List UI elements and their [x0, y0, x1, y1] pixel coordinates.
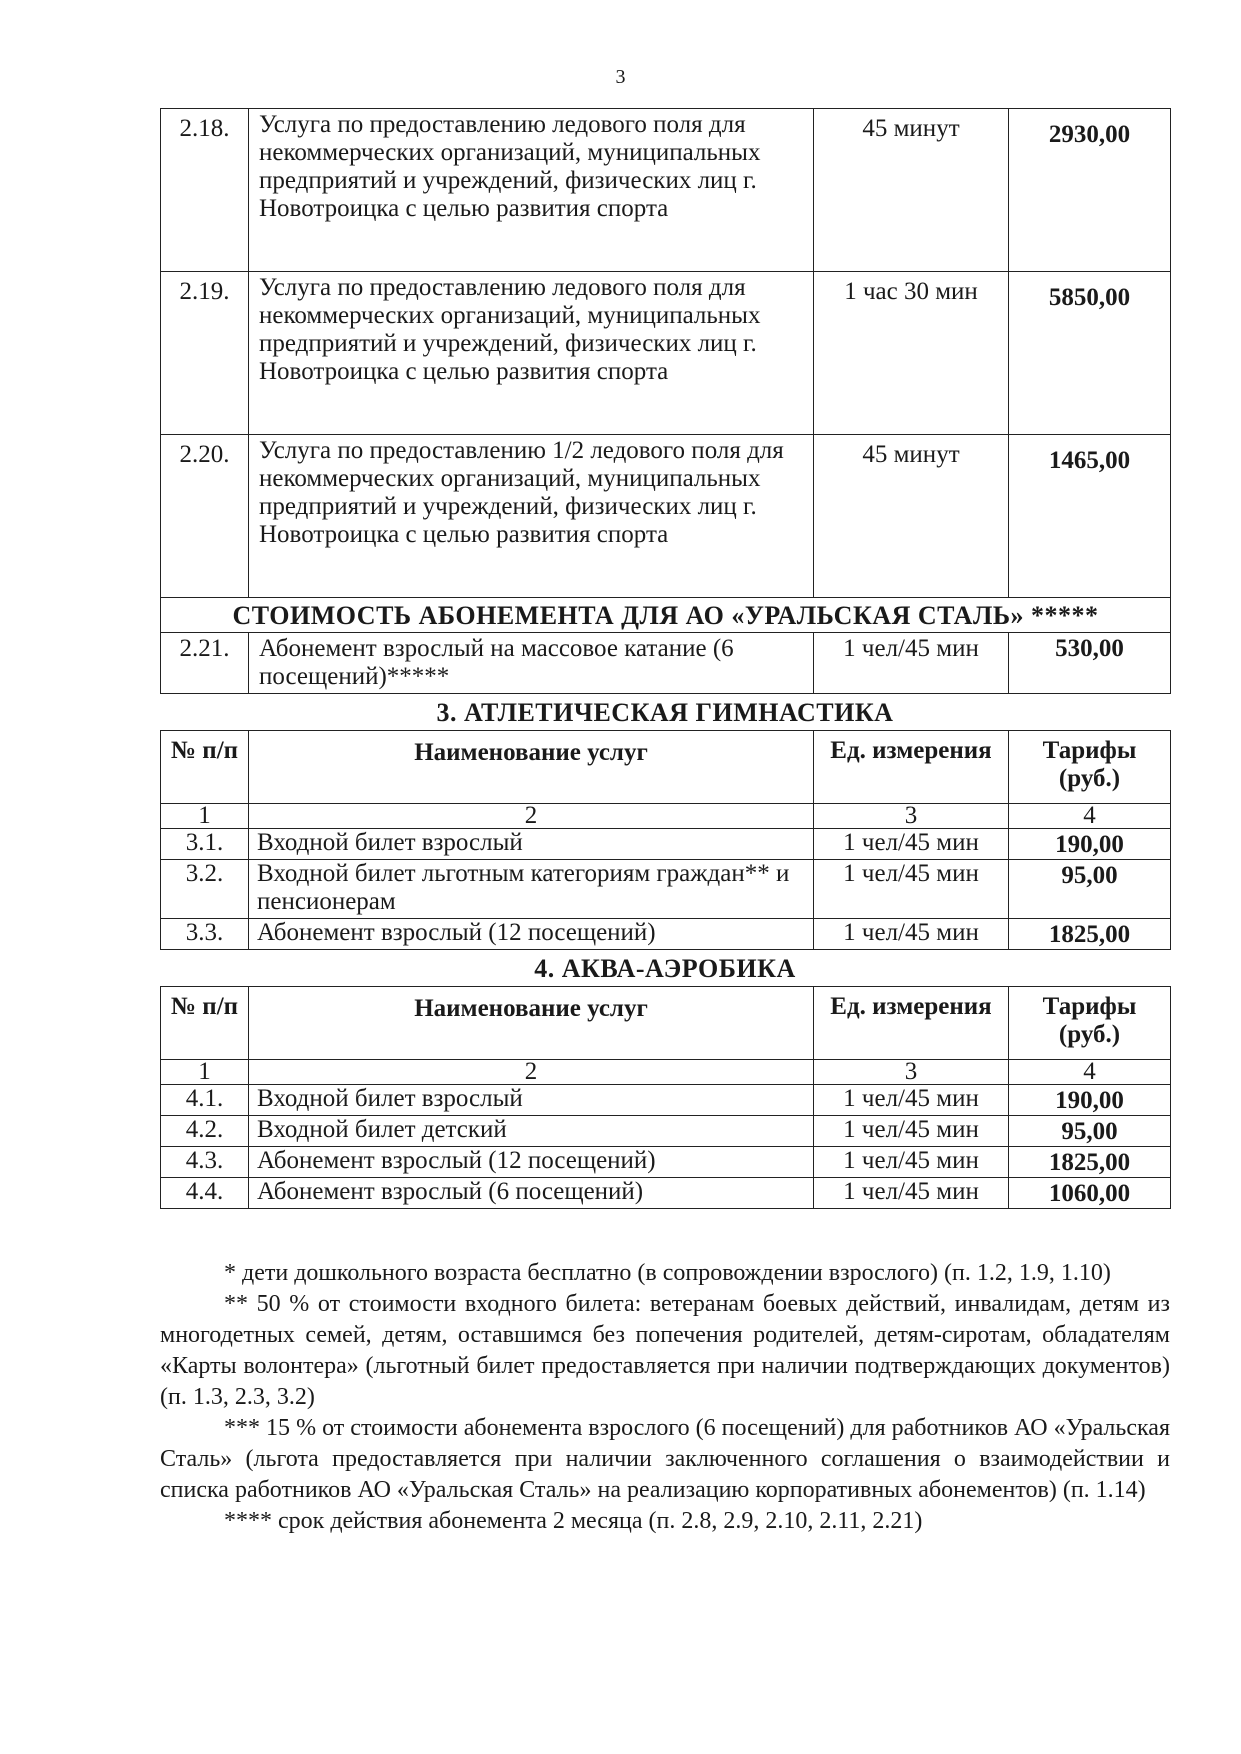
- column-index-row: [161, 1060, 1171, 1085]
- row-number: 4.2.: [161, 1116, 249, 1147]
- table-row: [161, 109, 1171, 272]
- service-name: Услуга по предоставлению ледового поля для некоммерческих организаций, муниципальных предприятий и учреждений, физических лиц г. Новотроицка с целью развития спорта: [249, 109, 814, 272]
- column-index: 3: [814, 1060, 1009, 1085]
- column-index-row: [161, 804, 1171, 829]
- table-header-row: [161, 731, 1171, 804]
- column-index: 2: [249, 804, 814, 829]
- table-row: [161, 435, 1171, 598]
- header-price: Тарифы (руб.): [1009, 987, 1171, 1060]
- footnote: * дети дошкольного возраста бесплатно (в сопровождении взрослого) (п. 1.2, 1.9, 1.10): [224, 1260, 1111, 1286]
- table-row: [161, 272, 1171, 435]
- service-name: Входной билет взрослый: [249, 1085, 814, 1116]
- service-price: 5850,00: [1009, 272, 1171, 435]
- row-number: 2.21.: [161, 633, 249, 694]
- header-num: № п/п: [161, 731, 249, 804]
- footnote: ** 50 % от стоимости входного билета: ветеранам боевых действий, инвалидам, детям из многодетных семей, детям, оставшимся без попечения родителей, детям-сиротам, обладателям «Карты волонтера» (льготный билет предоставляется при наличии подтверждающих документов) (п. 1.3, 2.3, 3.2): [160, 1291, 1170, 1410]
- row-number: 4.1.: [161, 1085, 249, 1116]
- table-row: [161, 919, 1171, 950]
- service-price: 95,00: [1009, 1116, 1171, 1147]
- header-price: Тарифы (руб.): [1009, 731, 1171, 804]
- service-name: Услуга по предоставлению ледового поля для некоммерческих организаций, муниципальных предприятий и учреждений, физических лиц г. Новотроицка с целью развития спорта: [249, 272, 814, 435]
- service-name: Входной билет взрослый: [249, 829, 814, 860]
- service-unit: 1 час 30 мин: [814, 272, 1009, 435]
- table-row: [161, 1116, 1171, 1147]
- table-row: [161, 1178, 1171, 1209]
- service-name: Входной билет детский: [249, 1116, 814, 1147]
- subscription-subheading-row: [161, 598, 1171, 633]
- service-price: 1825,00: [1009, 919, 1171, 950]
- service-unit: 1 чел/45 мин: [814, 919, 1009, 950]
- section-title-gym: 3. АТЛЕТИЧЕСКАЯ ГИМНАСТИКА: [436, 698, 894, 727]
- aqua-tariff-table: [160, 986, 1171, 1209]
- table-row: [161, 1147, 1171, 1178]
- row-number: 2.19.: [161, 272, 249, 435]
- header-num: № п/п: [161, 987, 249, 1060]
- service-price: 1465,00: [1009, 435, 1171, 598]
- column-index: 1: [161, 1060, 249, 1085]
- header-unit: Ед. измерения: [814, 731, 1009, 804]
- column-index: 4: [1009, 804, 1171, 829]
- subscription-subheading: СТОИМОСТЬ АБОНЕМЕНТА ДЛЯ АО «УРАЛЬСКАЯ СТАЛЬ» *****: [161, 598, 1171, 633]
- service-name: Абонемент взрослый (6 посещений): [249, 1178, 814, 1209]
- service-name: Услуга по предоставлению 1/2 ледового поля для некоммерческих организаций, муниципальных предприятий и учреждений, физических лиц г. Новотроицка с целью развития спорта: [249, 435, 814, 598]
- service-price: 1825,00: [1009, 1147, 1171, 1178]
- service-unit: 1 чел/45 мин: [814, 1085, 1009, 1116]
- service-price: 95,00: [1009, 860, 1171, 919]
- page-number: 3: [615, 66, 626, 88]
- service-unit: 1 чел/45 мин: [814, 1116, 1009, 1147]
- row-number: 4.3.: [161, 1147, 249, 1178]
- column-index: 1: [161, 804, 249, 829]
- column-index: 3: [814, 804, 1009, 829]
- service-name: Абонемент взрослый (12 посещений): [249, 1147, 814, 1178]
- table-header-row: [161, 987, 1171, 1060]
- service-name: Входной билет льготным категориям граждан** и пенсионерам: [249, 860, 814, 919]
- row-number: 3.1.: [161, 829, 249, 860]
- row-number: 2.20.: [161, 435, 249, 598]
- footnote: **** срок действия абонемента 2 месяца (п. 2.8, 2.9, 2.10, 2.11, 2.21): [224, 1508, 923, 1534]
- service-unit: 45 минут: [814, 109, 1009, 272]
- service-unit: 1 чел/45 мин: [814, 633, 1009, 694]
- gym-tariff-table: [160, 730, 1171, 950]
- header-unit: Ед. измерения: [814, 987, 1009, 1060]
- header-name: Наименование услуг: [249, 731, 814, 804]
- service-unit: 1 чел/45 мин: [814, 829, 1009, 860]
- service-price: 190,00: [1009, 829, 1171, 860]
- service-unit: 45 минут: [814, 435, 1009, 598]
- column-index: 4: [1009, 1060, 1171, 1085]
- footnote: *** 15 % от стоимости абонемента взрослого (6 посещений) для работников АО «Уральская Сталь» (льгота предоставляется при наличии заключенного соглашения о взаимодействии и списка работников АО «Уральская Сталь» на реализацию корпоративных абонементов) (п. 1.14): [160, 1415, 1170, 1503]
- service-price: 2930,00: [1009, 109, 1171, 272]
- service-name: Абонемент взрослый (12 посещений): [249, 919, 814, 950]
- ice-rink-tariff-table: [160, 108, 1171, 694]
- column-index: 2: [249, 1060, 814, 1085]
- service-unit: 1 чел/45 мин: [814, 860, 1009, 919]
- service-unit: 1 чел/45 мин: [814, 1147, 1009, 1178]
- service-price: 1060,00: [1009, 1178, 1171, 1209]
- row-number: 4.4.: [161, 1178, 249, 1209]
- row-number: 2.18.: [161, 109, 249, 272]
- row-number: 3.3.: [161, 919, 249, 950]
- table-row: [161, 829, 1171, 860]
- service-name: Абонемент взрослый на массовое катание (6 посещений)*****: [249, 633, 814, 694]
- service-price: 530,00: [1009, 633, 1171, 694]
- footnotes: [160, 1258, 1170, 1537]
- service-unit: 1 чел/45 мин: [814, 1178, 1009, 1209]
- section-title-aqua: 4. АКВА-АЭРОБИКА: [534, 954, 796, 983]
- table-row: [161, 860, 1171, 919]
- row-number: 3.2.: [161, 860, 249, 919]
- document-body: [160, 108, 1170, 1209]
- table-row: [161, 633, 1171, 694]
- header-name: Наименование услуг: [249, 987, 814, 1060]
- service-price: 190,00: [1009, 1085, 1171, 1116]
- table-row: [161, 1085, 1171, 1116]
